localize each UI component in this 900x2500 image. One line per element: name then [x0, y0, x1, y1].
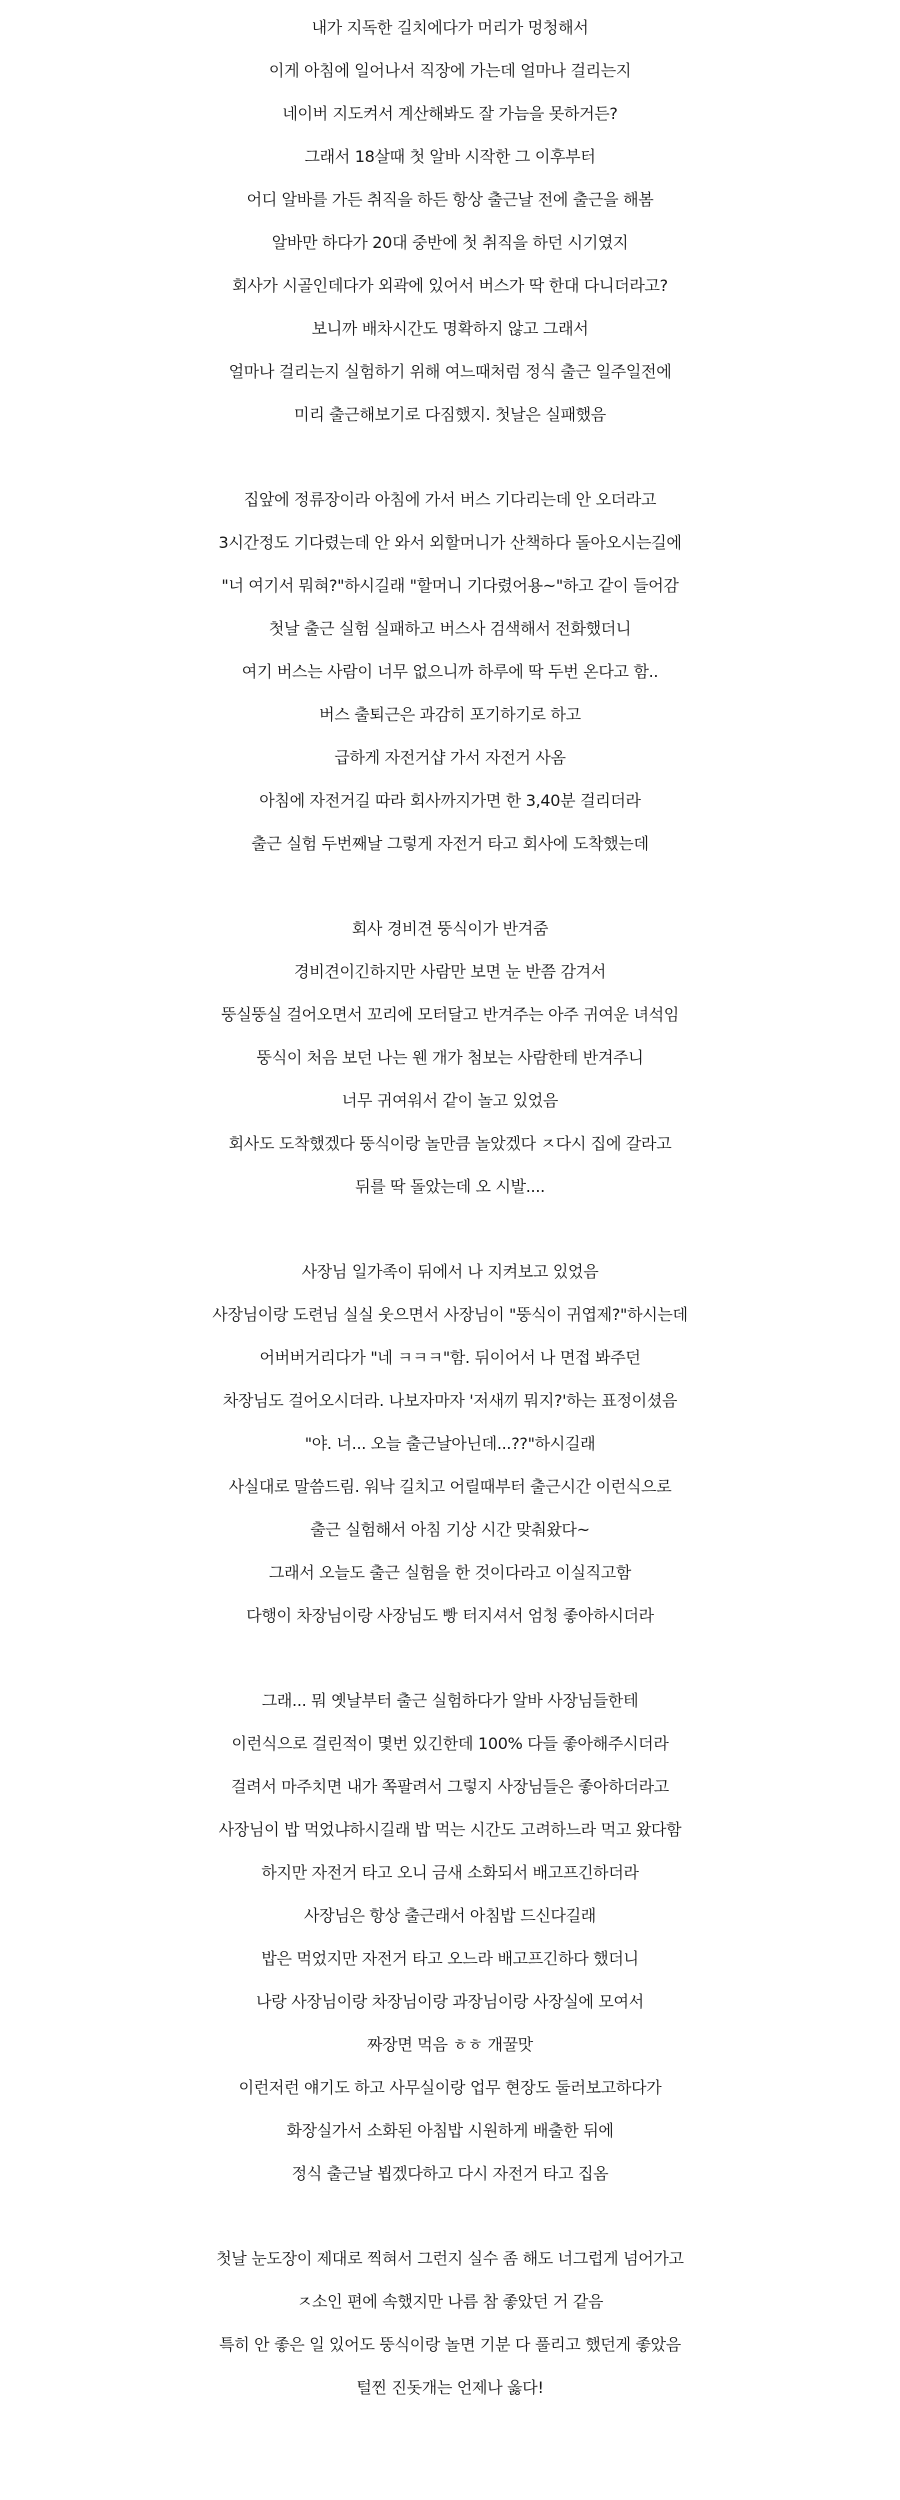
- post-body: [0, 6, 900, 2451]
- text-line: 알바만 하다가 20대 중반에 첫 취직을 하던 시기였지: [271, 233, 629, 252]
- text-line: 이런식으로 걸린적이 몇번 있긴한데 100% 다들 좋아해주시더라: [231, 1734, 669, 1753]
- text-line: 사장님이 밥 먹었냐하시길래 밥 먹는 시간도 고려하느라 먹고 왔다함: [218, 1820, 682, 1839]
- text-line: 아침에 자전거길 따라 회사까지가면 한 3,40분 걸리더라: [259, 791, 641, 810]
- text-line: 뒤를 딱 돌았는데 오 시발....: [355, 1177, 545, 1196]
- paragraph-4: [0, 1250, 900, 1637]
- text-line: ㅈ소인 편에 속했지만 나름 참 좋았던 거 같음: [296, 2292, 604, 2311]
- text-line: 보니까 배차시간도 명확하지 않고 그래서: [311, 319, 589, 338]
- text-line: 털찐 진돗개는 언제나 옳다!: [356, 2378, 544, 2397]
- text-line: 출근 실험해서 아침 기상 시간 맞춰왔다~: [310, 1520, 590, 1539]
- text-line: "너 여기서 뭐혀?"하시길래 "할머니 기다렸어용~"하고 같이 들어감: [221, 576, 679, 595]
- text-line: 사장님이랑 도련님 실실 웃으면서 사장님이 "뚱식이 귀엽제?"하시는데: [212, 1305, 688, 1324]
- text-line: 내가 지독한 길치에다가 머리가 멍청해서: [311, 18, 589, 37]
- text-line: 너무 귀여워서 같이 놀고 있었음: [341, 1091, 559, 1110]
- text-line: 사장님 일가족이 뒤에서 나 지켜보고 있었음: [301, 1262, 599, 1281]
- text-line: "야. 너... 오늘 출근날아닌데...??"하시길래: [304, 1434, 596, 1453]
- text-line: 네이버 지도켜서 계산해봐도 잘 가늠을 못하거든?: [282, 104, 618, 123]
- text-line: 집앞에 정류장이라 아침에 가서 버스 기다리는데 안 오더라고: [243, 490, 657, 509]
- text-line: 특히 안 좋은 일 있어도 뚱식이랑 놀면 기분 다 풀리고 했던게 좋았음: [219, 2335, 681, 2354]
- text-line: 회사도 도착했겠다 뚱식이랑 놀만큼 놀았겠다 ㅈ다시 집에 갈라고: [228, 1134, 672, 1153]
- text-line: 정식 출근날 뵙겠다하고 다시 자전거 타고 집옴: [291, 2164, 609, 2183]
- text-line: 이런저런 얘기도 하고 사무실이랑 업무 현장도 둘러보고하다가: [238, 2078, 662, 2097]
- text-line: 하지만 자전거 타고 오니 금새 소화되서 배고프긴하더라: [261, 1863, 639, 1882]
- text-line: 경비견이긴하지만 사람만 보면 눈 반쯤 감겨서: [294, 962, 606, 981]
- text-line: 3시간정도 기다렸는데 안 와서 외할머니가 산책하다 돌아오시는길에: [218, 533, 682, 552]
- paragraph-1: [0, 6, 900, 436]
- text-line: 급하게 자전거샵 가서 자전거 사옴: [334, 748, 566, 767]
- text-line: 짜장면 먹음 ㅎㅎ 개꿀맛: [367, 2035, 533, 2054]
- paragraph-6: [0, 2237, 900, 2409]
- text-line: 어버버거리다가 "네 ㅋㅋㅋ"함. 뒤이어서 나 면접 봐주던: [259, 1348, 641, 1367]
- text-line: 차장님도 걸어오시더라. 나보자마자 '저새끼 뭐지?'하는 표정이셨음: [222, 1391, 678, 1410]
- text-line: 이게 아침에 일어나서 직장에 가는데 얼마나 걸리는지: [268, 61, 632, 80]
- text-line: 그래서 18살때 첫 알바 시작한 그 이후부터: [304, 147, 596, 166]
- text-line: 어디 알바를 가든 취직을 하든 항상 출근날 전에 출근을 해봄: [246, 190, 654, 209]
- text-line: 화장실가서 소화된 아침밥 시원하게 배출한 뒤에: [286, 2121, 614, 2140]
- text-line: 사실대로 말씀드림. 워낙 길치고 어릴때부터 출근시간 이런식으로: [228, 1477, 672, 1496]
- text-line: 첫날 출근 실험 실패하고 버스사 검색해서 전화했더니: [268, 619, 632, 638]
- text-line: 사장님은 항상 출근래서 아침밥 드신다길래: [304, 1906, 596, 1925]
- text-line: 얼마나 걸리는지 실험하기 위해 여느때처럼 정식 출근 일주일전에: [228, 362, 672, 381]
- text-line: 밥은 먹었지만 자전거 타고 오느라 배고프긴하다 했더니: [261, 1949, 639, 1968]
- text-line: 걸려서 마주치면 내가 쪽팔려서 그렇지 사장님들은 좋아하더라고: [231, 1777, 669, 1796]
- text-line: 그래서 오늘도 출근 실험을 한 것이다라고 이실직고함: [268, 1563, 632, 1582]
- text-line: 출근 실험 두번째날 그렇게 자전거 타고 회사에 도착했는데: [251, 834, 649, 853]
- paragraph-3: [0, 907, 900, 1208]
- text-line: 여기 버스는 사람이 너무 없으니까 하루에 딱 두번 온다고 함..: [241, 662, 659, 681]
- paragraph-2: [0, 478, 900, 865]
- text-line: 나랑 사장님이랑 차장님이랑 과장님이랑 사장실에 모여서: [256, 1992, 644, 2011]
- text-line: 첫날 눈도장이 제대로 찍혀서 그런지 실수 좀 해도 너그럽게 넘어가고: [216, 2249, 684, 2268]
- text-line: 뚱실뚱실 걸어오면서 꼬리에 모터달고 반겨주는 아주 귀여운 녀석임: [221, 1005, 679, 1024]
- text-line: 다행이 차장님이랑 사장님도 빵 터지셔서 엄청 좋아하시더라: [246, 1606, 654, 1625]
- text-line: 회사가 시골인데다가 외곽에 있어서 버스가 딱 한대 다니더라고?: [232, 276, 668, 295]
- text-line: 그래... 뭐 옛날부터 출근 실험하다가 알바 사장님들한테: [261, 1691, 639, 1710]
- text-line: 버스 출퇴근은 과감히 포기하기로 하고: [319, 705, 581, 724]
- paragraph-5: [0, 1679, 900, 2195]
- text-line: 미리 출근해보기로 다짐했지. 첫날은 실패했음: [294, 405, 606, 424]
- text-line: 회사 경비견 뚱식이가 반겨줌: [351, 919, 549, 938]
- text-line: 뚱식이 처음 보던 나는 웬 개가 첨보는 사람한테 반겨주니: [256, 1048, 644, 1067]
